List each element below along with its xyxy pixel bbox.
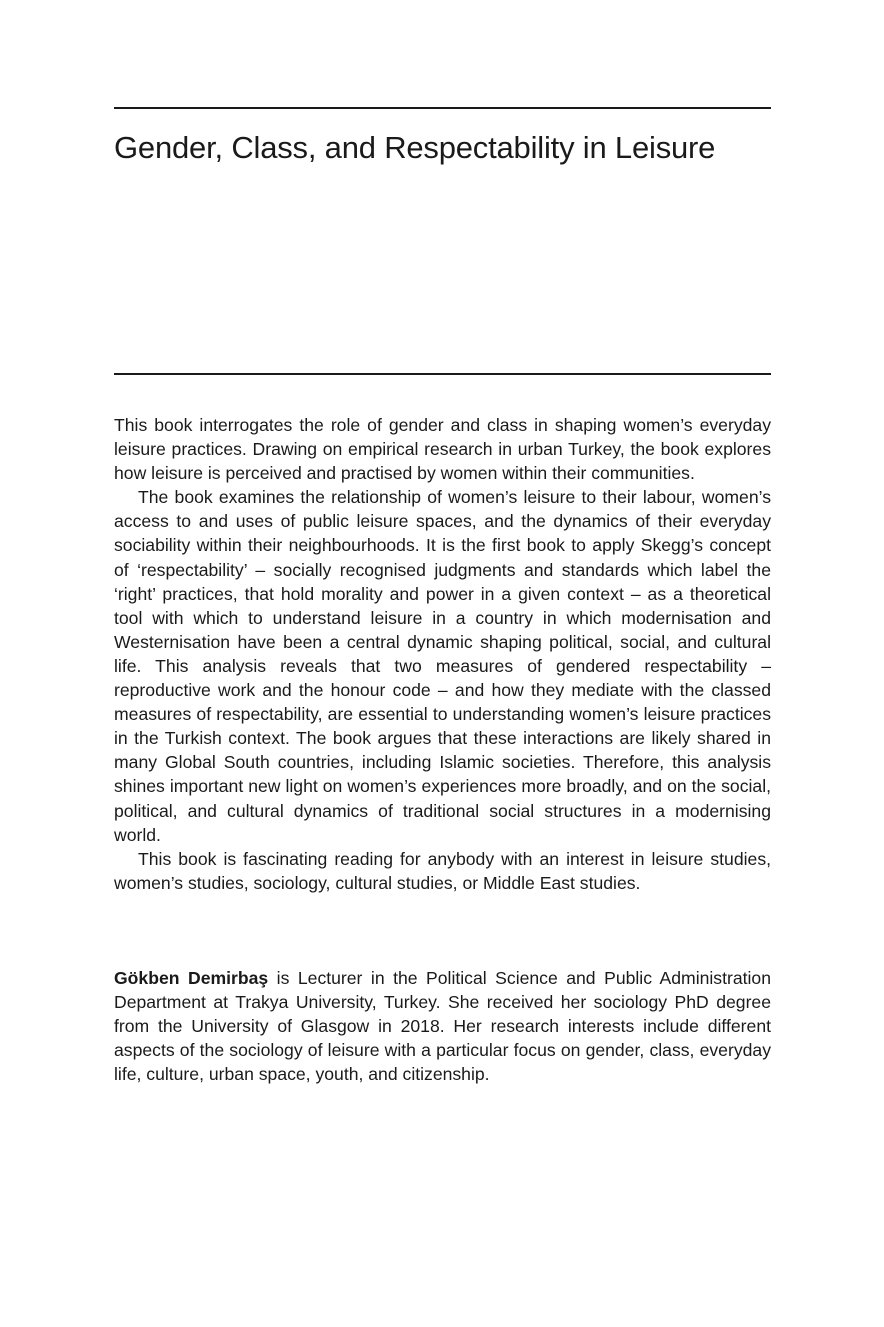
author-name: Gökben Demirbaş: [114, 968, 269, 988]
description-paragraph-3: This book is fascinating reading for anybody with an interest in leisure studies, women’s studies, sociology, cultural studies, or Middle East studies.: [114, 848, 771, 893]
author-bio-text: is Lecturer in the Political Science and Public Administration Department at Trakya University, Turkey. She received her sociology PhD degree from the University of Glasgow in 2018. Her research interests include different aspects of the sociology of leisure with a particular focus on gender, class, everyday life, culture, urban space, youth, and citizenship.: [114, 968, 771, 1085]
description-paragraph-2: The book examines the relationship of women’s leisure to their labour, women’s access to and uses of public leisure spaces, and the dynamics of their everyday sociability within their neighbourhoods. It is the first book to apply Skegg’s concept of ‘respectability’ – socially recognised judgments and standards which label the ‘right’ practices, that hold morality and power in a given context – as a theoretical tool with which to understand leisure in a country in which modernisation and Westernisation have been a central dynamic shaping political, social, and cultural life. This analysis reveals that two measures of gendered respectability – reproductive work and the honour code – and how they mediate with the classed measures of respectability, are essential to understanding women’s leisure practices in the Turkish context. The book argues that these interactions are likely shared in many Global South countries, including Islamic societies. Therefore, this analysis shines important new light on women’s experiences more broadly, and on the social, political, and cultural dynamics of traditional social structures in a modernising world.: [114, 487, 771, 845]
book-title: Gender, Class, and Respectability in Leisure: [114, 130, 716, 165]
author-bio: [114, 966, 771, 1086]
book-description: [114, 413, 771, 895]
top-rule: [114, 107, 771, 109]
book-page: [114, 0, 771, 1327]
bottom-rule: [114, 373, 771, 375]
description-paragraph-1: This book interrogates the role of gender and class in shaping women’s everyday leisure practices. Drawing on empirical research in urban Turkey, the book explores how leisure is perceived and practised by women within their communities.: [114, 415, 771, 484]
